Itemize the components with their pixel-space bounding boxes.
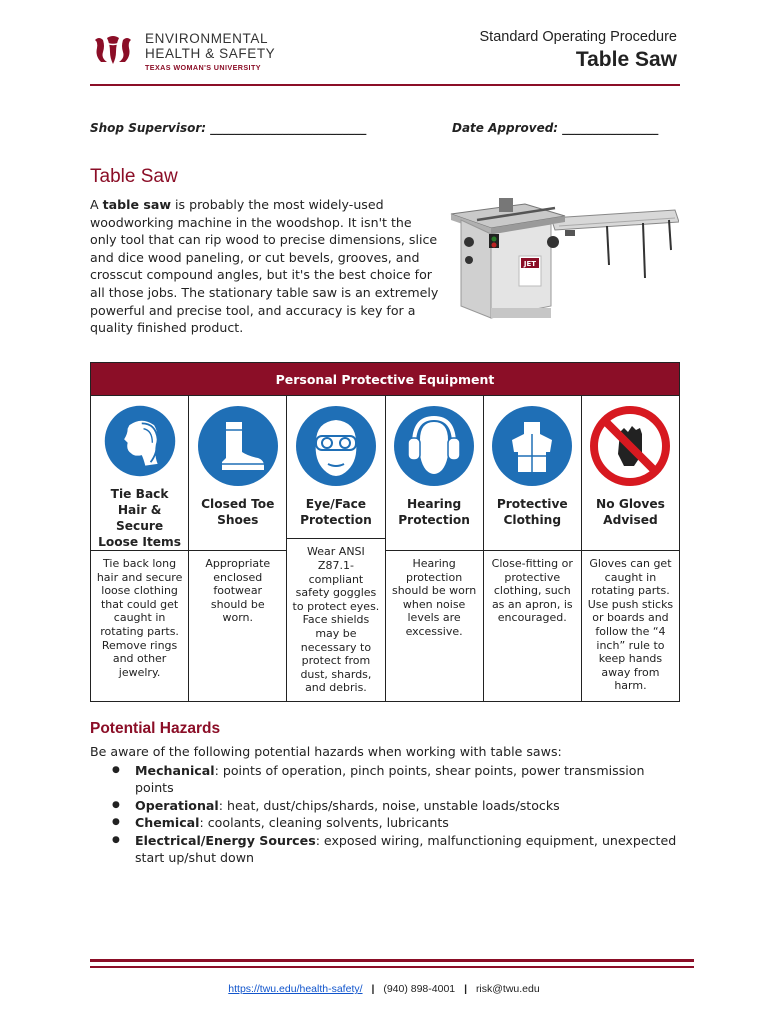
table-saw-image [447,190,679,325]
intro-lead: A [90,197,103,212]
list-item [112,762,682,797]
no-gloves-icon [588,404,672,488]
footer [0,983,768,995]
ppe-column-hair [91,396,189,701]
ppe-description: Hearing protection should be worn when noise levels are excessive. [391,557,477,638]
ppe-description: Wear ANSI Z87.1-compliant safety goggles to protect eyes. Face shields may be necessary to protect from dust, shards, and debris. [292,545,380,695]
ppe-name: No Gloves Advised [596,497,665,527]
shop-supervisor-field: Shop Supervisor: __________________________ [90,121,367,135]
section-title-hazards: Potential Hazards [90,720,221,737]
intro-paragraph [90,196,442,337]
list-item [112,797,682,814]
ppe-column-clothing [484,396,582,701]
ppe-table-header: Personal Protective Equipment [91,363,679,396]
footer-website-link[interactable]: https://twu.edu/health-safety/ [228,983,363,995]
ppe-column-hearing [386,396,484,701]
ppe-column-eye [287,396,385,701]
ppe-name: Eye/Face Protection [300,497,372,527]
hazards-intro: Be aware of the following potential hazards when working with table saws: [90,744,562,759]
hazard-label: Operational [135,797,219,813]
boot-icon [196,404,280,488]
ppe-description: Gloves can get caught in rotating parts. Use push sticks or boards and follow the “4 inch” rule to keep hands away from harm. [587,557,674,693]
ppe-column-shoes [189,396,287,701]
ear-muffs-icon [392,404,476,488]
logo-line-2: HEALTH & SAFETY [145,46,276,61]
logo-line-1: ENVIRONMENTAL [145,31,269,46]
section-title-table-saw: Table Saw [90,166,178,187]
hazard-text: : coolants, cleaning solvents, lubricants [199,815,449,831]
footer-email: risk@twu.edu [475,983,540,995]
apron-icon [490,404,574,488]
saw-brand-label: JET [523,260,537,268]
footer-separator: | [464,983,468,995]
sop-title: Table Saw [575,48,677,71]
ppe-description: Close-fitting or protective clothing, such as an apron, is encouraged. [491,557,573,625]
list-item [112,814,682,831]
hazards-list [112,762,682,866]
footer-divider-top [90,959,694,962]
hazard-label: Mechanical [135,763,215,778]
header-divider [90,84,680,86]
ppe-table [90,362,680,702]
footer-divider-bottom [90,966,694,968]
ppe-name: Tie Back Hair & Secure Loose Items [98,487,182,549]
intro-bold-term: table saw [102,197,172,212]
hair-tie-icon [98,404,182,478]
logo-line-3: TEXAS WOMAN'S UNIVERSITY [145,63,261,72]
hazard-label: Chemical [135,815,200,831]
footer-separator: | [371,983,375,995]
goggles-icon [294,404,378,488]
ppe-name: Closed Toe Shoes [201,497,275,527]
hazard-text: : heat, dust/chips/shards, noise, unstable loads/stocks [218,797,560,813]
ppe-name: Hearing Protection [398,497,470,527]
list-item [112,832,682,867]
date-approved-field: Date Approved: ________________ [452,121,659,135]
ppe-description: Tie back long hair and secure loose clothing that could get caught in rotating parts. Remove rings and other jewelry. [96,557,183,679]
ppe-column-gloves [582,396,679,701]
hazard-label: Electrical/Energy Sources [135,832,316,848]
ppe-name: Protective Clothing [496,497,568,527]
hazard-text: : exposed wiring, malfunctioning equipment, unexpected start up/shut down [135,832,677,866]
twu-logo-icon [93,34,133,66]
intro-body: is probably the most widely-used woodworking machine in the woodshop. It isn't the only tool that can rip wood to precise dimensions, slice and dice wood paneling, or cut bevels, grooves, and crosscut compound angles, but it's the best choice for all those jobs. The stationary table saw is an extremely powerful and precise tool, and accuracy is key for a quality finished product. [90,197,439,336]
hazard-text: : points of operation, pinch points, shear points, power transmission points [135,763,645,796]
sop-label: Standard Operating Procedure [479,29,677,45]
footer-phone: (940) 898-4001 [383,983,456,995]
ppe-description: Appropriate enclosed footwear should be worn. [205,557,271,625]
ehs-logo [93,31,293,76]
